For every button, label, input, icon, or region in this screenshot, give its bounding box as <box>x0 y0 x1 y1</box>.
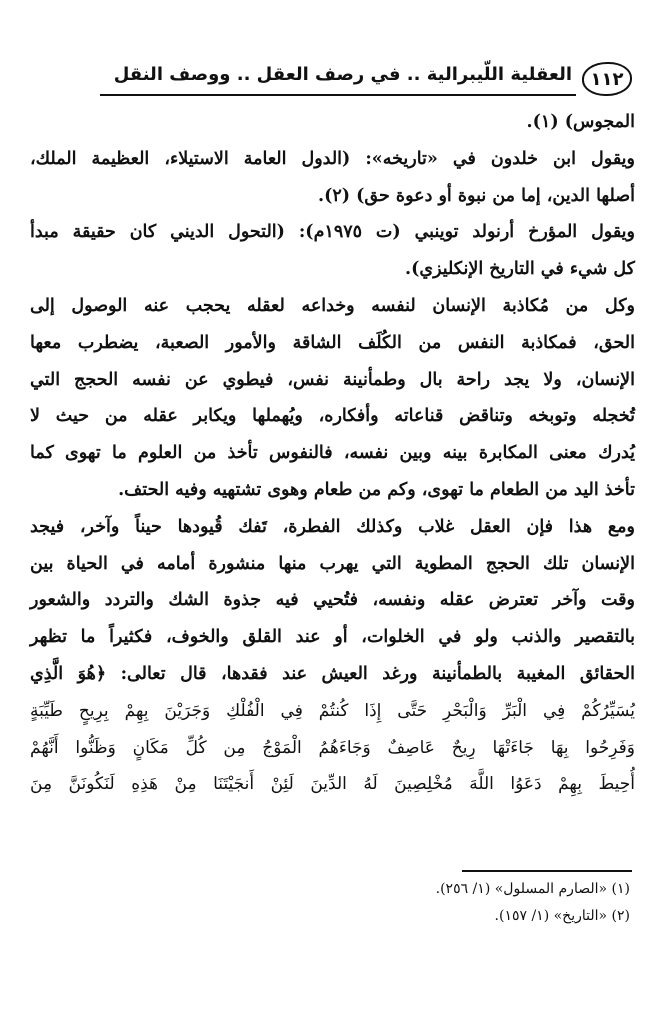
text-line: وكل من مُكاذبة الإنسان لنفسه وخداعه لعقله يحجب عنه الوصول إلى <box>30 295 635 316</box>
text-line: الحق، فمكاذبة النفس من الكُلَف الشاقة والأمور الصعبة، يضطرب معها <box>30 332 635 353</box>
text-line: تأخذ اليد من الطعام ما تهوى، وكم من طعام وهوى تشتهيه وفيه الحتف. <box>118 479 635 500</box>
body-text <box>30 104 635 803</box>
running-header <box>100 62 632 102</box>
footnote: (٢) «التاريخ» (١/ ١٥٧). <box>494 908 630 924</box>
quran-verse-line: وَفَرِحُوا بِهَا جَاءَتْهَا رِيحٌ عَاصِفٌ وَجَاءَهُمُ الْمَوْجُ مِن كُلِّ مَكَانٍ وَظَنُّوا أَنَّهُمْ <box>30 737 635 758</box>
footnote-separator <box>462 870 632 872</box>
text-line: أصلها الدين، إما من نبوة أو دعوة حق) (٢). <box>317 185 635 206</box>
text-line: وقت وآخر تعترض عقله ونفسه، فتُحيي فيه جذوة الشك والتردد والشعور <box>30 590 635 611</box>
text-line: الإنسان، ولا يجد راحة بال وطمأنينة نفس، فيطوي عن نفسه الحجج التي <box>30 369 635 390</box>
text-line: ومع هذا فإن العقل غلاب وكذلك الفطرة، تَفك قُيودها حيناً وآخر، فيجد <box>30 516 635 537</box>
footnotes <box>30 876 630 930</box>
quran-verse-line: يُسَيِّرُكُمْ فِي الْبَرِّ وَالْبَحْرِ حَتَّى إِذَا كُنتُمْ فِي الْفُلْكِ وَجَرَيْنَ بِهِمْ بِرِيحٍ طَيِّبَةٍ <box>30 700 635 721</box>
text-line: الإنسان تلك الحجج المطوية التي يهرب منها منشورة أمامه في الحياة بين <box>30 553 635 574</box>
text-line: ويقول المؤرخ أرنولد توينبي (ت ١٩٧٥م): (التحول الديني كان حقيقة مبدأ <box>30 222 635 243</box>
header-rule <box>100 94 576 96</box>
text-line: بالتقصير والذنب ولو في الخلوات، أو عند القلق والخوف، فكثيراً ما تظهر <box>30 627 635 648</box>
footnote: (١) «الصارم المسلول» (١/ ٢٥٦). <box>435 881 630 897</box>
text-line: ويقول ابن خلدون في «تاريخه»: (الدول العامة الاستيلاء، العظيمة الملك، <box>30 148 635 169</box>
text-line: تُخجله وتوبخه وتناقض قناعاته وأفكاره، ويُهملها ويكابر عقله من حيث لا <box>30 406 635 427</box>
text-line: كل شيء في التاريخ الإنكليزي). <box>405 259 635 280</box>
quran-verse-line: أُحِيطَ بِهِمْ دَعَوُا اللَّهَ مُخْلِصِينَ لَهُ الدِّينَ لَئِنْ أَنجَيْتَنَا مِنْ هَذِهِ لَنَكُونَنَّ مِنَ <box>30 774 635 795</box>
running-title: العقلية اللّيبرالية .. في رصف العقل .. ووصف النقل <box>113 64 572 85</box>
text-line: المجوس) (١). <box>526 112 635 132</box>
text-line: الحقائق المغيبة بالطمأنينة ورغد العيش عند فقدها، قال تعالى: ﴿هُوَ الَّذِي <box>30 663 635 684</box>
page-number-badge: ١١٢ <box>582 62 632 96</box>
text-line: يُدرك معنى المكابرة بينه وبين نفسه، فالنفوس تأخذ من العلوم ما تهوى كما <box>30 443 635 464</box>
